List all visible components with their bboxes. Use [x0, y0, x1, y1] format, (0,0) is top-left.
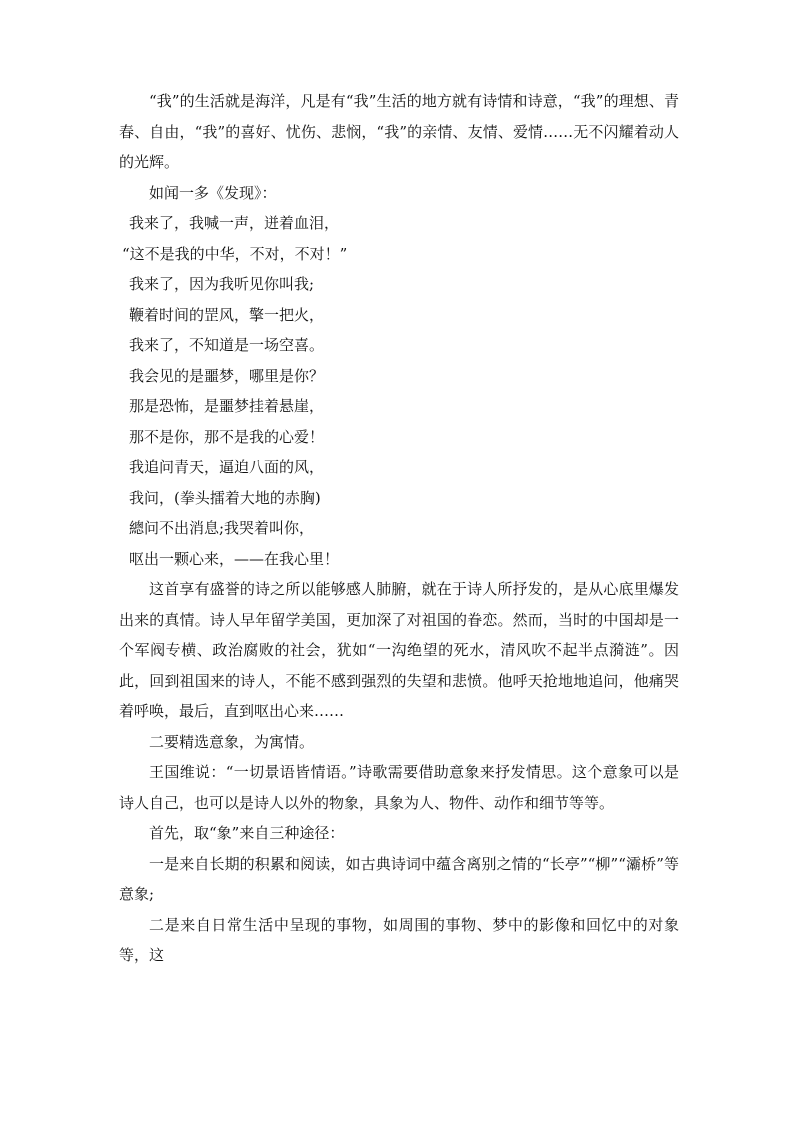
paragraph-first: 首先，取“象”来自三种途径：	[149, 824, 345, 842]
poem-line: 我会见的是噩梦，哪里是你？	[129, 366, 325, 385]
paragraph-heading: 二要精选意象，为寓情。	[149, 732, 315, 751]
poem-line: 我来了，我喊一声，迸着血泪，	[129, 214, 340, 232]
poem-line: “这不是我的中华，不对，不对！”	[122, 244, 348, 263]
poem-line: 那不是你，那不是我的心爱！	[129, 427, 325, 446]
poem-line: 呕出一颗心来，——在我心里！	[129, 549, 340, 568]
poem-line: 我来了，因为我听见你叫我;	[129, 275, 315, 293]
poem-line: 我追问青天，逼迫八面的风，	[129, 458, 325, 476]
poem-line: 我来了，不知道是一场空喜。	[129, 336, 325, 354]
poem-line: 那是恐怖，是噩梦挂着悬崖，	[129, 397, 325, 415]
paragraph-way-one: 一是来自长期的积累和阅读，如古典诗词中蕴含离别之情的“长亭”“柳”“灞桥”等意象;	[119, 854, 679, 903]
poem-line: 總问不出消息;我哭着叫你，	[129, 519, 315, 537]
paragraph-poem-intro: 如闻一多《发现》：	[149, 183, 277, 202]
poem-line: 我问，(拳头擂着大地的赤胸)	[129, 488, 321, 507]
paragraph-intro: “我”的生活就是海洋，凡是有“我”生活的地方就有诗情和诗意，“我”的理想、青春、自由，“我”的喜好、忧伤、悲悯，“我”的亲情、友情、爱情……无不闪耀着动人的光辉。	[119, 92, 679, 171]
document-page	[119, 86, 679, 971]
paragraph-wang-guowei: 王国维说：“一切景语皆情语。”诗歌需要借助意象来抒发情思。这个意象可以是诗人自己，也可以是诗人以外的物象，具象为人、物件、动作和细节等等。	[119, 763, 679, 812]
paragraph-way-two: 二是来自日常生活中呈现的事物，如周围的事物、梦中的影像和回忆中的对象等，这	[119, 915, 679, 964]
paragraph-analysis: 这首享有盛誉的诗之所以能够感人肺腑，就在于诗人所抒发的，是从心底里爆发出来的真情。诗人早年留学美国，更加深了对祖国的眷恋。然而，当时的中国却是一个军阀专横、政治腐败的社会，犹如“一沟绝望的死水，清风吹不起半点漪涟”。因此，回到祖国来的诗人，不能不感到强烈的失望和悲愤。他呼天抢地地追问，他痛哭着呼唤，最后，直到呕出心来……	[119, 580, 679, 720]
poem-line: 鞭着时间的罡风，擎一把火，	[129, 305, 325, 324]
